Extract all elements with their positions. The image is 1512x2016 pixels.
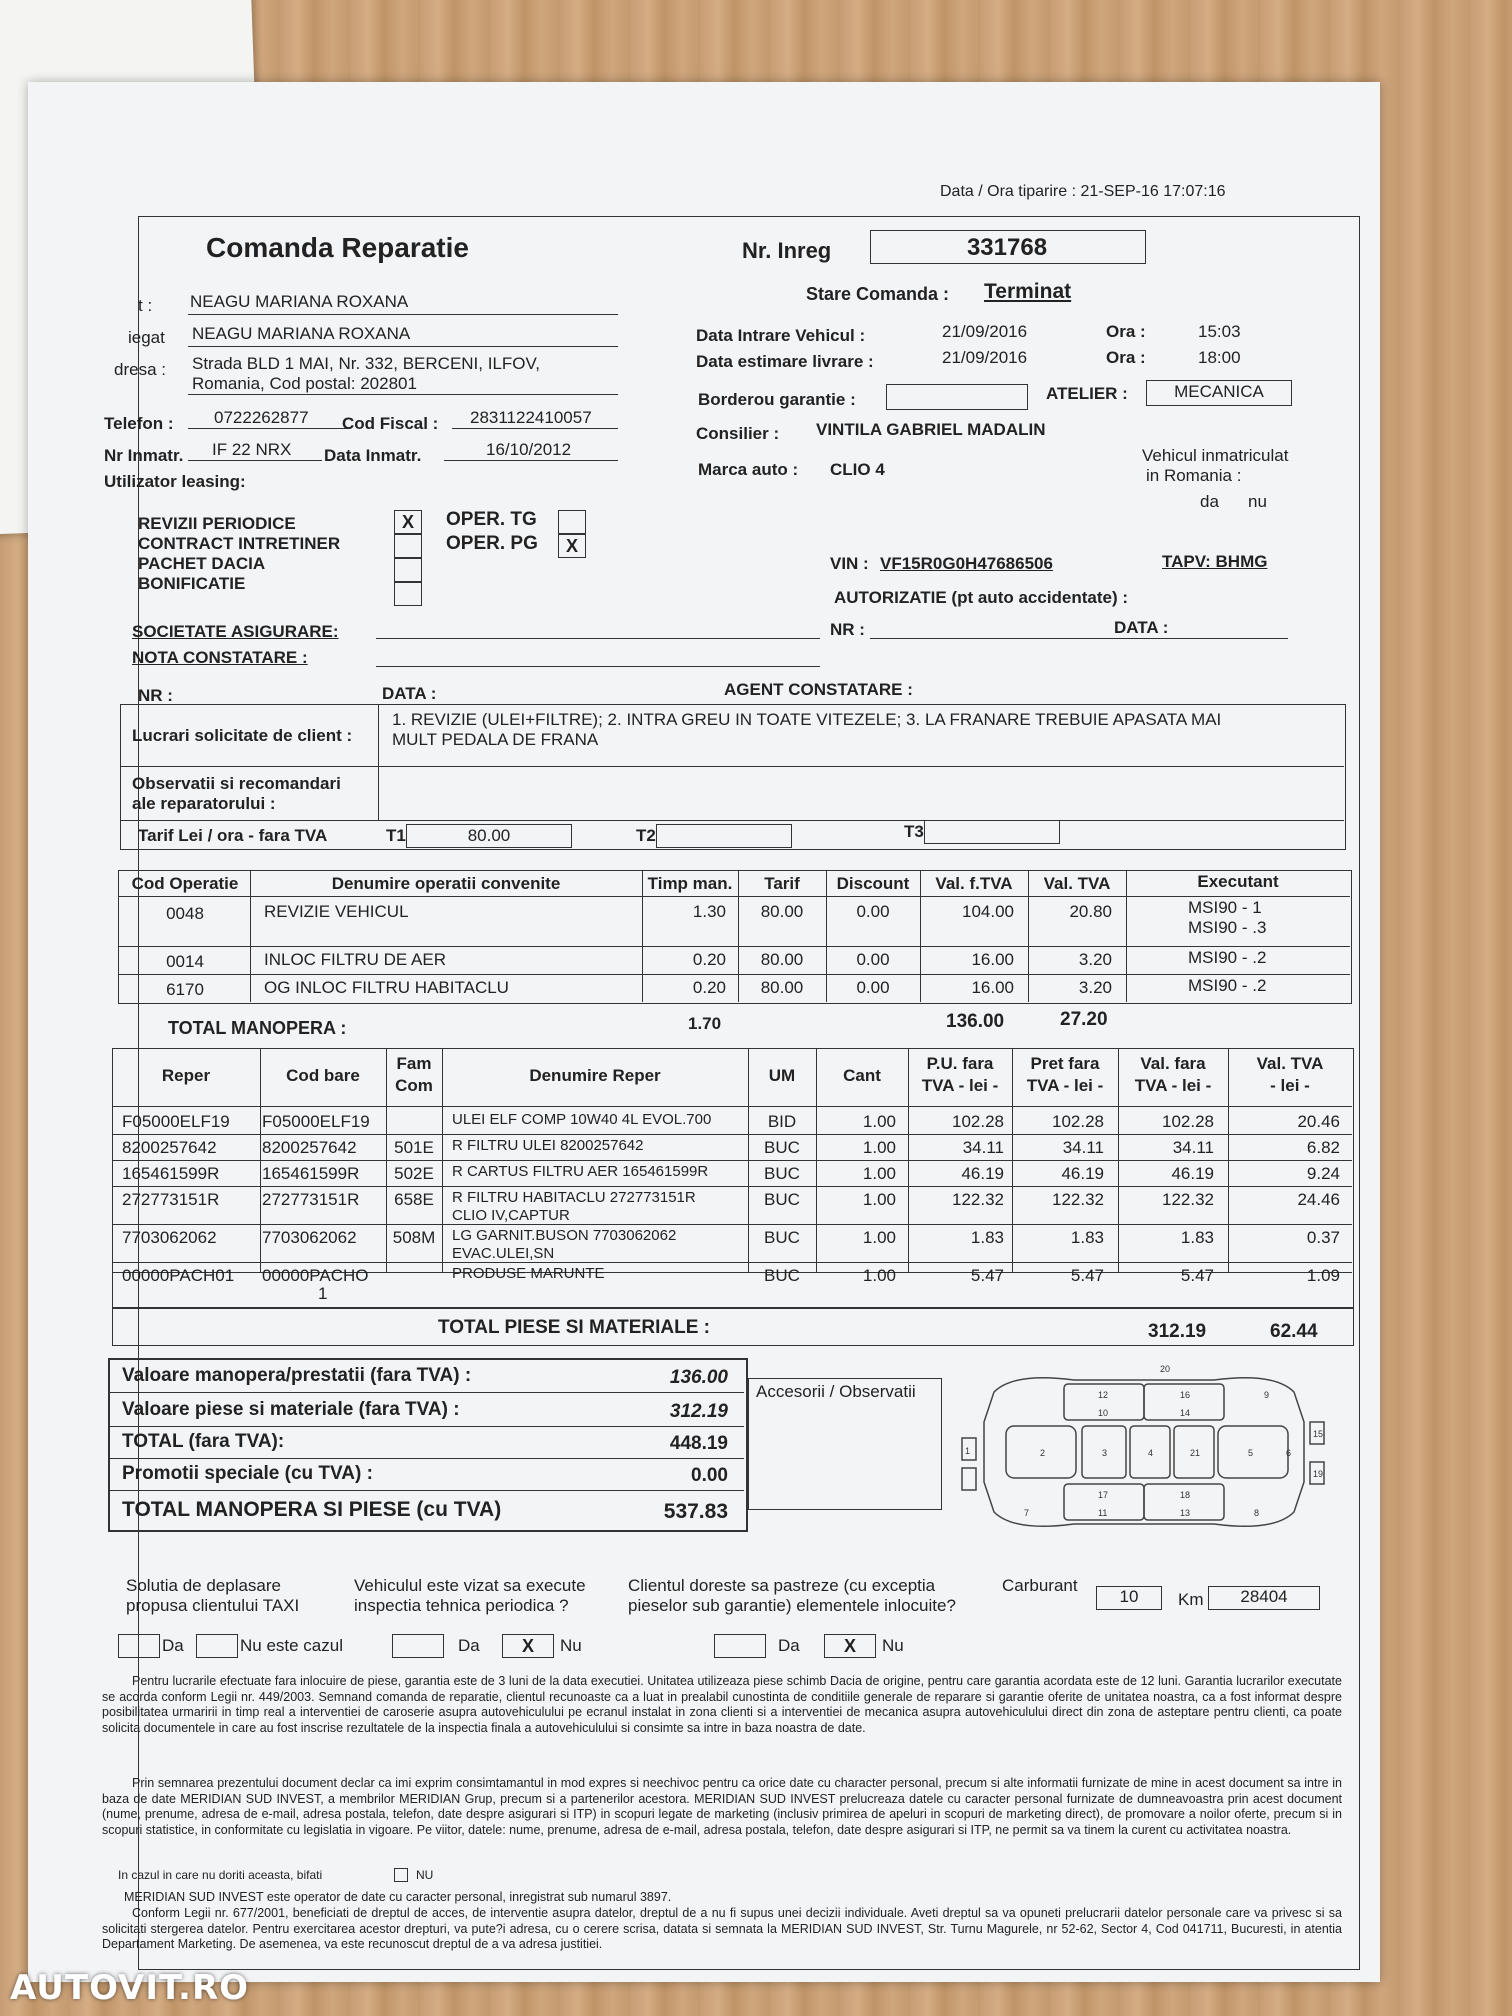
address-line1: Strada BLD 1 MAI, Nr. 332, BERCENI, ILFOV, [192,354,541,373]
parts-cell-cod-bare: 272773151R [262,1190,360,1209]
taxi-nu-label: Nu este cazul [240,1636,343,1655]
summary-label-piese: Valoare piese si materiale (fara TVA) : [122,1399,460,1420]
parts-cell-um: BUC [764,1228,800,1247]
checkbox-revizii[interactable]: X [394,510,422,534]
tarif-t3-label: T3 [904,822,924,841]
parts-cell-fam: 501E [394,1138,434,1157]
summary-value-manopera: 136.00 [669,1367,728,1388]
diagram-label: 19 [1313,1469,1324,1479]
legal-consent: Prin semnarea prezentului document declar ca imi exprim consimtamantul in mod expres si neechivoc pentru ca orice date cu character personal, precum si alte informatii furnizate de mine in acest document sa intre in baza de date MERIDIAN SUD INVEST, a membrilor MERIDIAN Grup, precum si a partenerilor acestora. MERIDIAN SUD INVEST prelucreaza datele cu caracter personal furnizate de dumneavoastra prin acest document (nume, prenume, adresa de e-mail, adresa postala, telefon, date despre asigurari si ITP) in scopuri legate de marketing (inclusiv primirea de apeluri in scopuri de marketing direct), de promovare a noilor oferte, precum si in scopuri statistice, in conformitate cu legislatia in vigoare. Pe viitor, datele: nume, prenume, adresa de e-mail, adresa postala, telefon, date despre asigurari si ITP, ne permit sa va tinem la curent cu activitatea noastra. [102,1776,1342,1837]
out-date-value: 21/09/2016 [942,348,1028,367]
check-label-oper-tg: OPER. TG [446,509,537,530]
parts-cell-reper: 7703062062 [122,1228,217,1247]
delegat-value: NEAGU MARIANA ROXANA [192,324,411,343]
parts-cell-cod-bare: F05000ELF19 [262,1112,370,1131]
parts-header-val-2: TVA - lei - [1134,1076,1212,1095]
diagram-label: 2 [1040,1448,1046,1458]
parts-cell-pret: 5.47 [1070,1266,1104,1285]
reg-date-label: Data Inmatr. [324,446,422,465]
client-value: NEAGU MARIANA ROXANA [190,292,409,311]
parts-cell-val: 1.83 [1180,1228,1214,1247]
parts-cell-fam: 508M [392,1228,436,1247]
consilier-value: VINTILA GABRIEL MADALIN [816,420,1046,439]
summary-label-grand-total: TOTAL MANOPERA SI PIESE (cu TVA) [122,1498,502,1521]
brand-value: CLIO 4 [830,460,885,479]
ops-cell-val-tva: 3.20 [1078,978,1112,997]
client-label: t : [138,296,153,315]
ops-cell-executant: MSI90 - 1 [1188,898,1262,917]
parts-header-com: Com [395,1076,433,1095]
ops-header-val-tva: Val. TVA [1043,874,1111,893]
summary-value-promotii: 0.00 [691,1465,728,1486]
parts-header-cod-bare: Cod bare [286,1066,360,1085]
diagram-label: 18 [1180,1490,1191,1500]
warranty-box [886,384,1028,410]
ops-header-tarif: Tarif [764,874,800,893]
out-date-label: Data estimare livrare : [696,352,874,371]
ops-cell-val-tva: 20.80 [1069,902,1112,921]
ops-cell-executant: MSI90 - .2 [1188,976,1267,995]
parts-header-reper: Reper [161,1066,211,1085]
taxi-nu-checkbox[interactable] [196,1634,238,1658]
parts-header-pret-1: Pret fara [1030,1054,1100,1073]
ops-header-executant: Executant [1197,872,1279,891]
itp-nu-checkbox[interactable]: X [502,1634,554,1658]
ops-cell-name: INLOC FILTRU DE AER [264,950,446,969]
parts-cell-val: 34.11 [1172,1138,1214,1157]
ops-cell-code: 6170 [166,980,204,999]
fuel-value: 10 [1119,1587,1139,1606]
keep-da-checkbox[interactable] [714,1634,766,1658]
keep-nu-label: Nu [882,1636,904,1655]
parts-cell-um: BUC [764,1164,800,1183]
vin-value: VF15R0G0H47686506 [880,554,1053,573]
parts-header-pu-1: P.U. fara [926,1054,994,1073]
keep-da-label: Da [778,1636,800,1655]
parts-cell-reper: 8200257642 [122,1138,217,1157]
parts-cell-reper: 272773151R [122,1190,220,1209]
ops-cell-executant: MSI90 - .2 [1188,948,1267,967]
parts-cell-cod-bare: 8200257642 [262,1138,357,1157]
summary-label-total: TOTAL (fara TVA): [122,1431,285,1452]
parts-header-cant: Cant [843,1066,881,1085]
auth-data-label: DATA : [1114,618,1169,637]
check-label-pachet: PACHET DACIA [138,554,266,573]
itp-nu-label: Nu [560,1636,582,1655]
itp-question-2: inspectia tehnica periodica ? [354,1596,569,1615]
ops-cell-discount: 0.00 [856,978,890,997]
diagram-label: 9 [1264,1390,1270,1400]
parts-cell-cant: 1.00 [862,1228,896,1247]
parts-cell-um: BID [767,1112,797,1131]
tarif-t1-value: 80.00 [467,826,511,845]
status-label: Stare Comanda : [806,284,950,304]
plate-label: Nr Inmatr. [104,446,184,465]
parts-cell-fam: 658E [394,1190,434,1209]
check-label-bonificatie: BONIFICATIE [138,574,246,593]
km-label: Km [1178,1590,1204,1609]
registered-nu: nu [1248,492,1267,511]
parts-cell-cod-bare-2: 1 [318,1284,328,1303]
page-title: Comanda Reparatie [206,232,469,263]
ops-total-label: TOTAL MANOPERA : [168,1018,347,1038]
parts-cell-um: BUC [764,1266,800,1285]
parts-header-tva-1: Val. TVA [1256,1054,1324,1073]
itp-da-checkbox[interactable] [392,1634,444,1658]
check-label-contract: CONTRACT INTRETINER [138,534,341,553]
diagram-label: 3 [1102,1448,1108,1458]
ops-header-code: Cod Operatie [131,874,239,893]
parts-cell-pret: 1.83 [1070,1228,1104,1247]
parts-cell-denumire: R FILTRU ULEI 8200257642 [452,1137,644,1154]
diagram-label: 7 [1024,1508,1030,1518]
diagram-label: 20 [1160,1364,1171,1374]
leasing-label: Utilizator leasing: [104,472,246,491]
nr-label: Nr. Inreg [742,238,832,263]
address-label: dresa : [114,360,166,379]
parts-keep-question-1: Clientul doreste sa pastreze (cu exceptia [628,1576,936,1595]
fiscal-label: Cod Fiscal : [342,414,439,433]
registered-q1: Vehicul inmatriculat [1142,446,1289,465]
plate-value: IF 22 NRX [212,440,292,459]
itp-da-label: Da [458,1636,480,1655]
checkbox-oper-pg[interactable]: X [558,534,586,558]
authorization-label: AUTORIZATIE (pt auto accidentate) : [834,588,1129,607]
brand-label: Marca auto : [698,460,799,479]
parts-cell-tva: 0.37 [1306,1228,1340,1247]
nr-value: 331768 [966,234,1048,261]
vin-label: VIN : [830,554,869,573]
parts-cell-tva: 1.09 [1306,1266,1340,1285]
parts-header-fam: Fam [396,1054,432,1073]
car-panel-icon [962,1468,976,1490]
ops-cell-executant-2: MSI90 - .3 [1188,918,1267,937]
keep-nu-checkbox[interactable]: X [824,1634,876,1658]
parts-cell-um: BUC [764,1190,800,1209]
legal-optout-text: In cazul in care nu doriti aceasta, bifati [118,1868,323,1882]
itp-question-1: Vehiculul este vizat sa execute [354,1576,586,1595]
ops-cell-val-ftva: 16.00 [971,950,1014,969]
parts-cell-pu: 122.32 [952,1190,1004,1209]
taxi-da-label: Da [162,1636,184,1655]
parts-cell-pu: 1.83 [970,1228,1004,1247]
parts-cell-denumire-2: CLIO IV,CAPTUR [452,1207,570,1224]
phone-label: Telefon : [104,414,174,433]
summary-value-piese: 312.19 [669,1401,728,1422]
diagram-label: 15 [1313,1429,1324,1439]
parts-cell-pret: 102.28 [1052,1112,1104,1131]
parts-keep-question-2: pieselor sub garantie) elementele inlocuite? [628,1596,956,1615]
tapv-value: TAPV: BHMG [1162,552,1268,571]
fiscal-value: 2831122410057 [470,408,592,427]
parts-cell-cant: 1.00 [862,1112,896,1131]
parts-header-pret-2: TVA - lei - [1026,1076,1104,1095]
parts-total-label: TOTAL PIESE SI MATERIALE : [438,1317,711,1338]
ops-cell-val-ftva: 104.00 [962,902,1014,921]
car-damage-diagram [954,1362,1334,1542]
ops-cell-discount: 0.00 [856,902,890,921]
parts-cell-tva: 24.46 [1297,1190,1340,1209]
diagram-label: 17 [1098,1490,1109,1500]
auth-nr-label: NR : [830,620,865,639]
registered-q2: in Romania : [1146,466,1242,485]
ops-cell-tarif: 80.00 [760,902,804,921]
diagram-label: 8 [1254,1508,1260,1518]
tarif-label: Tarif Lei / ora - fara TVA [138,826,328,845]
observations-label-1: Observatii si recomandari [132,774,341,793]
insurance-data-label: DATA : [382,684,437,703]
address-line2: Romania, Cod postal: 202801 [192,374,417,393]
ops-cell-time: 0.20 [692,950,726,969]
parts-cell-um: BUC [764,1138,800,1157]
ops-cell-name: OG INLOC FILTRU HABITACLU [264,978,509,997]
parts-header-um: UM [768,1066,796,1085]
parts-cell-val: 102.28 [1162,1112,1214,1131]
diagram-label: 5 [1248,1448,1254,1458]
legal-operator: MERIDIAN SUD INVEST este operator de date cu caracter personal, inregistrat sub numarul 3897. [124,1890,672,1904]
parts-header-tva-2: - lei - [1270,1076,1310,1095]
delegat-label: iegat [128,328,165,347]
parts-cell-cod-bare: 7703062062 [262,1228,357,1247]
ops-header-name: Denumire operatii convenite [331,874,561,893]
diagram-label: 6 [1286,1448,1292,1458]
taxi-question-2: propusa clientului TAXI [126,1596,300,1615]
legal-warranty: Pentru lucrarile efectuate fara inlocuire de piese, garantia este de 3 luni de la data executiei. Unitatea utilizeaza piese schimb Dacia de origine, pentru care garantia acordata este de 12 luni. Garantia lucrarilor executate se acorda conform Legii nr. 449/2003. Semnand comanda de reparatie, clientul recunoaste ca a luat in prealabil cunostinta de conditiile generale de reparare si garantie oferite de unitatea noastra, ca a fost informat despre posibilitatea urmaririi in timp real a interventiei de caroserie asupra autovehiculului pe ecranul instalat in zona clienti si a interventiei de mecanica asupra autovehiculului direct din zona de asteptare pentru clienti, ca poate solicita documentele in care au fost inscrise rezultatele de la inspectia finala a autovehiculului si consimte sa intre in baza noastra de date. [102,1674,1342,1735]
taxi-question-1: Solutia de deplasare [126,1576,282,1595]
out-time-label: Ora : [1106,348,1146,367]
ops-cell-code: 0048 [166,904,204,923]
check-label-oper-pg: OPER. PG [446,533,538,554]
parts-cell-val: 46.19 [1171,1164,1214,1183]
warranty-label: Borderou garantie : [698,390,856,409]
parts-cell-pu: 102.28 [952,1112,1004,1131]
insurance-note-label: NOTA CONSTATARE : [132,648,308,667]
repair-order-sheet [28,82,1380,1982]
out-time-value: 18:00 [1198,348,1241,367]
legal-optout-nu: NU [416,1868,434,1882]
tarif-t2-label: T2 [636,826,656,845]
requests-text-1: 1. REVIZIE (ULEI+FILTRE); 2. INTRA GREU IN TOATE VITEZELE; 3. LA FRANARE TREBUIE APASATA MAI [392,710,1222,729]
parts-cell-val: 122.32 [1162,1190,1214,1209]
registered-da: da [1200,492,1219,511]
parts-header-denumire: Denumire Reper [529,1066,661,1085]
insurance-nr-label: NR : [138,686,173,705]
ops-header-discount: Discount [836,874,910,893]
in-time-value: 15:03 [1198,322,1241,341]
parts-cell-pu: 34.11 [962,1138,1004,1157]
summary-label-promotii: Promotii speciale (cu TVA) : [122,1463,373,1484]
ops-cell-discount: 0.00 [856,950,890,969]
parts-cell-cod-bare: 00000PACHO [262,1266,369,1285]
phone-value: 0722262877 [214,408,309,427]
reg-date-value: 16/10/2012 [486,440,572,459]
parts-cell-denumire: PRODUSE MARUNTE [452,1265,605,1282]
fuel-label: Carburant [1002,1576,1078,1595]
checkbox-oper-tg[interactable] [558,510,586,534]
parts-cell-denumire: LG GARNIT.BUSON 7703062062 [452,1227,677,1244]
print-date: Data / Ora tiparire : 21-SEP-16 17:07:16 [940,183,1226,200]
observations-label-2: ale reparatorului : [132,794,276,813]
ops-total-time: 1.70 [688,1014,722,1033]
parts-cell-pret: 122.32 [1052,1190,1104,1209]
parts-cell-fam: 502E [394,1164,434,1183]
ops-cell-time: 1.30 [692,902,726,921]
parts-cell-pu: 5.47 [970,1266,1004,1285]
checkbox-contract[interactable] [394,534,422,558]
parts-cell-cant: 1.00 [862,1190,896,1209]
diagram-label: 21 [1190,1448,1201,1458]
parts-cell-tva: 20.46 [1297,1112,1340,1131]
parts-cell-cant: 1.00 [862,1138,896,1157]
diagram-label: 16 [1180,1390,1191,1400]
summary-value-grand-total: 537.83 [663,1500,728,1523]
diagram-label: 11 [1098,1508,1108,1518]
parts-header-val-1: Val. fara [1140,1054,1206,1073]
in-time-label: Ora : [1106,322,1146,341]
status-value: Terminat [984,280,1072,303]
ops-cell-tarif: 80.00 [760,950,804,969]
parts-cell-pret: 46.19 [1061,1164,1104,1183]
parts-cell-pret: 34.11 [1062,1138,1104,1157]
diagram-label: 1 [965,1446,971,1456]
requests-label: Lucrari solicitate de client : [132,726,353,745]
in-date-label: Data Intrare Vehicul : [696,326,866,345]
parts-cell-reper: F05000ELF19 [122,1112,230,1131]
parts-cell-val: 5.47 [1180,1266,1214,1285]
parts-cell-denumire: ULEI ELF COMP 10W40 4L EVOL.700 [452,1111,712,1128]
check-label-revizii: REVIZII PERIODICE [138,514,296,533]
consilier-label: Consilier : [696,424,780,443]
watermark: AUTOVIT.RO [10,1968,250,2008]
ops-cell-val-ftva: 16.00 [971,978,1014,997]
parts-cell-cant: 1.00 [862,1266,896,1285]
parts-header-pu-2: TVA - lei - [921,1076,999,1095]
diagram-label: 12 [1098,1390,1109,1400]
checkbox-pachet[interactable] [394,558,422,582]
ops-cell-val-tva: 3.20 [1078,950,1112,969]
parts-cell-tva: 9.24 [1306,1164,1340,1183]
tarif-t1-label: T1 [386,826,406,845]
ops-cell-time: 0.20 [692,978,726,997]
atelier-value: MECANICA [1174,382,1264,401]
insurance-company-label: SOCIETATE ASIGURARE: [132,622,339,641]
ops-header-time: Timp man. [647,874,733,893]
ops-total-value: 136.00 [946,1011,1005,1032]
parts-total-value: 312.19 [1148,1321,1207,1342]
parts-cell-denumire-2: EVAC.ULEI,SN [452,1245,555,1262]
insurance-agent-label: AGENT CONSTATARE : [724,680,913,699]
summary-value-total: 448.19 [669,1433,728,1454]
atelier-label: ATELIER : [1046,384,1128,403]
parts-cell-cod-bare: 165461599R [262,1164,360,1183]
checkbox-bonificatie[interactable] [394,582,422,606]
parts-cell-reper: 00000PACH01 [122,1266,235,1285]
requests-text-2: MULT PEDALA DE FRANA [392,730,599,749]
diagram-label: 10 [1098,1408,1109,1418]
ops-header-val-ftva: Val. f.TVA [935,874,1013,893]
diagram-label: 13 [1180,1508,1191,1518]
parts-total-tva: 62.44 [1270,1321,1318,1342]
km-value: 28404 [1240,1587,1288,1606]
accessories-label: Accesorii / Observatii [756,1382,916,1401]
parts-cell-cant: 1.00 [862,1164,896,1183]
taxi-da-checkbox[interactable] [118,1634,160,1658]
ops-total-tva: 27.20 [1060,1009,1108,1030]
parts-cell-reper: 165461599R [122,1164,220,1183]
diagram-label: 14 [1180,1408,1191,1418]
ops-cell-tarif: 80.00 [760,978,804,997]
summary-label-manopera: Valoare manopera/prestatii (fara TVA) : [122,1365,472,1386]
optout-checkbox[interactable] [394,1868,408,1882]
in-date-value: 21/09/2016 [942,322,1028,341]
ops-cell-name: REVIZIE VEHICUL [264,902,409,921]
parts-cell-pu: 46.19 [961,1164,1004,1183]
parts-cell-denumire: R CARTUS FILTRU AER 165461599R [452,1163,709,1180]
legal-rights: Conform Legii nr. 677/2001, beneficiati de dreptul de acces, de interventie asupra datelor, dreptul de a nu fi supus unei decizii individuale. Aveti dreptul sa va opuneti prelucrarii datelor personale care va privesc si sa solicitati stergerea datelor. Pentru exercitarea acestor drepturi, va pute?i adresa, cu o cerere scrisa, datata si semnata la MERIDIAN SUD INVEST, Str. Turnu Magurele, nr 52-62, Sector 4, Cod 041711, Bucuresti, in atentia Departament Marketing. De asemenea, va este recunoscut dreptul de a va adresa justitiei. [102,1906,1342,1951]
ops-cell-code: 0014 [166,952,204,971]
parts-cell-tva: 6.82 [1306,1138,1340,1157]
parts-cell-denumire: R FILTRU HABITACLU 272773151R [452,1189,696,1206]
diagram-label: 4 [1148,1448,1154,1458]
